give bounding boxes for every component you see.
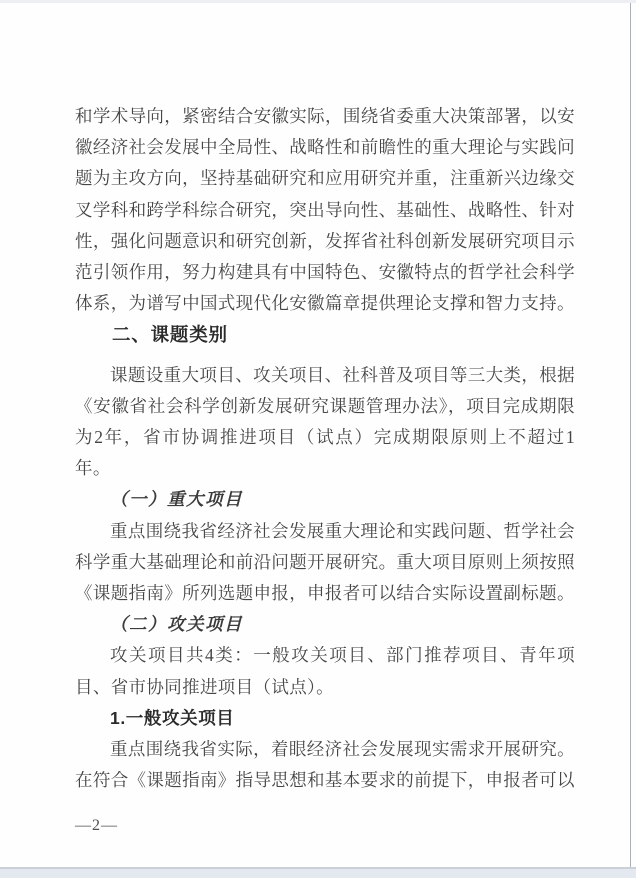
paragraph: 重点围绕我省经济社会发展重大理论和实践问题、哲学社会科学重大基础理论和前沿问题开展研究。重大项目原则上须按照《课题指南》所列选题申报，申报者可以结合实际设置副标题。 [75,520,575,604]
scan-edge-right [630,3,631,868]
paragraph: 课题设重大项目、攻关项目、社科普及项目等三大类，根据《安徽省社会科学创新发展研究课题管理办法》，项目完成期限为2年，省市协调推进项目（试点）完成期限原则上不超过1年。 [75,364,575,479]
subsection-heading-general-key-projects: 1.一般攻关项目 [110,707,235,728]
page-number: —2— [75,817,118,834]
scan-edge-top [0,0,636,3]
document-content [75,101,575,796]
subsection-heading-major-projects: （一）重大项目 [110,489,243,510]
paragraph-continuation: 和学术导向，紧密结合安徽实际，围绕省委重大决策部署，以安徽经济社会发展中全局性、战略性和前瞻性的重大理论与实践问题为主攻方向，坚持基础研究和应用研究并重，注重新兴边缘交叉学科和跨学科综合研究，突出导向性、基础性、战略性、针对性，强化问题意识和研究创新，发挥省社科创新发展研究项目示范引领作用，努力构建具有中国特色、安徽特点的哲学社会科学体系，为谱写中国式现代化安徽篇章提供理论支撑和智力支持。 [75,106,575,314]
section-heading: 二、课题类别 [112,324,228,346]
scan-edge-bottom [0,867,636,878]
paragraph: 重点围绕我省实际，着眼经济社会发展现实需求开展研究。在符合《课题指南》指导思想和基本要求的前提下，申报者可以 [75,739,575,791]
paragraph: 攻关项目共4类：一般攻关项目、部门推荐项目、青年项目、省市协同推进项目（试点）。 [75,645,575,697]
subsection-heading-key-projects: （二）攻关项目 [110,614,243,635]
